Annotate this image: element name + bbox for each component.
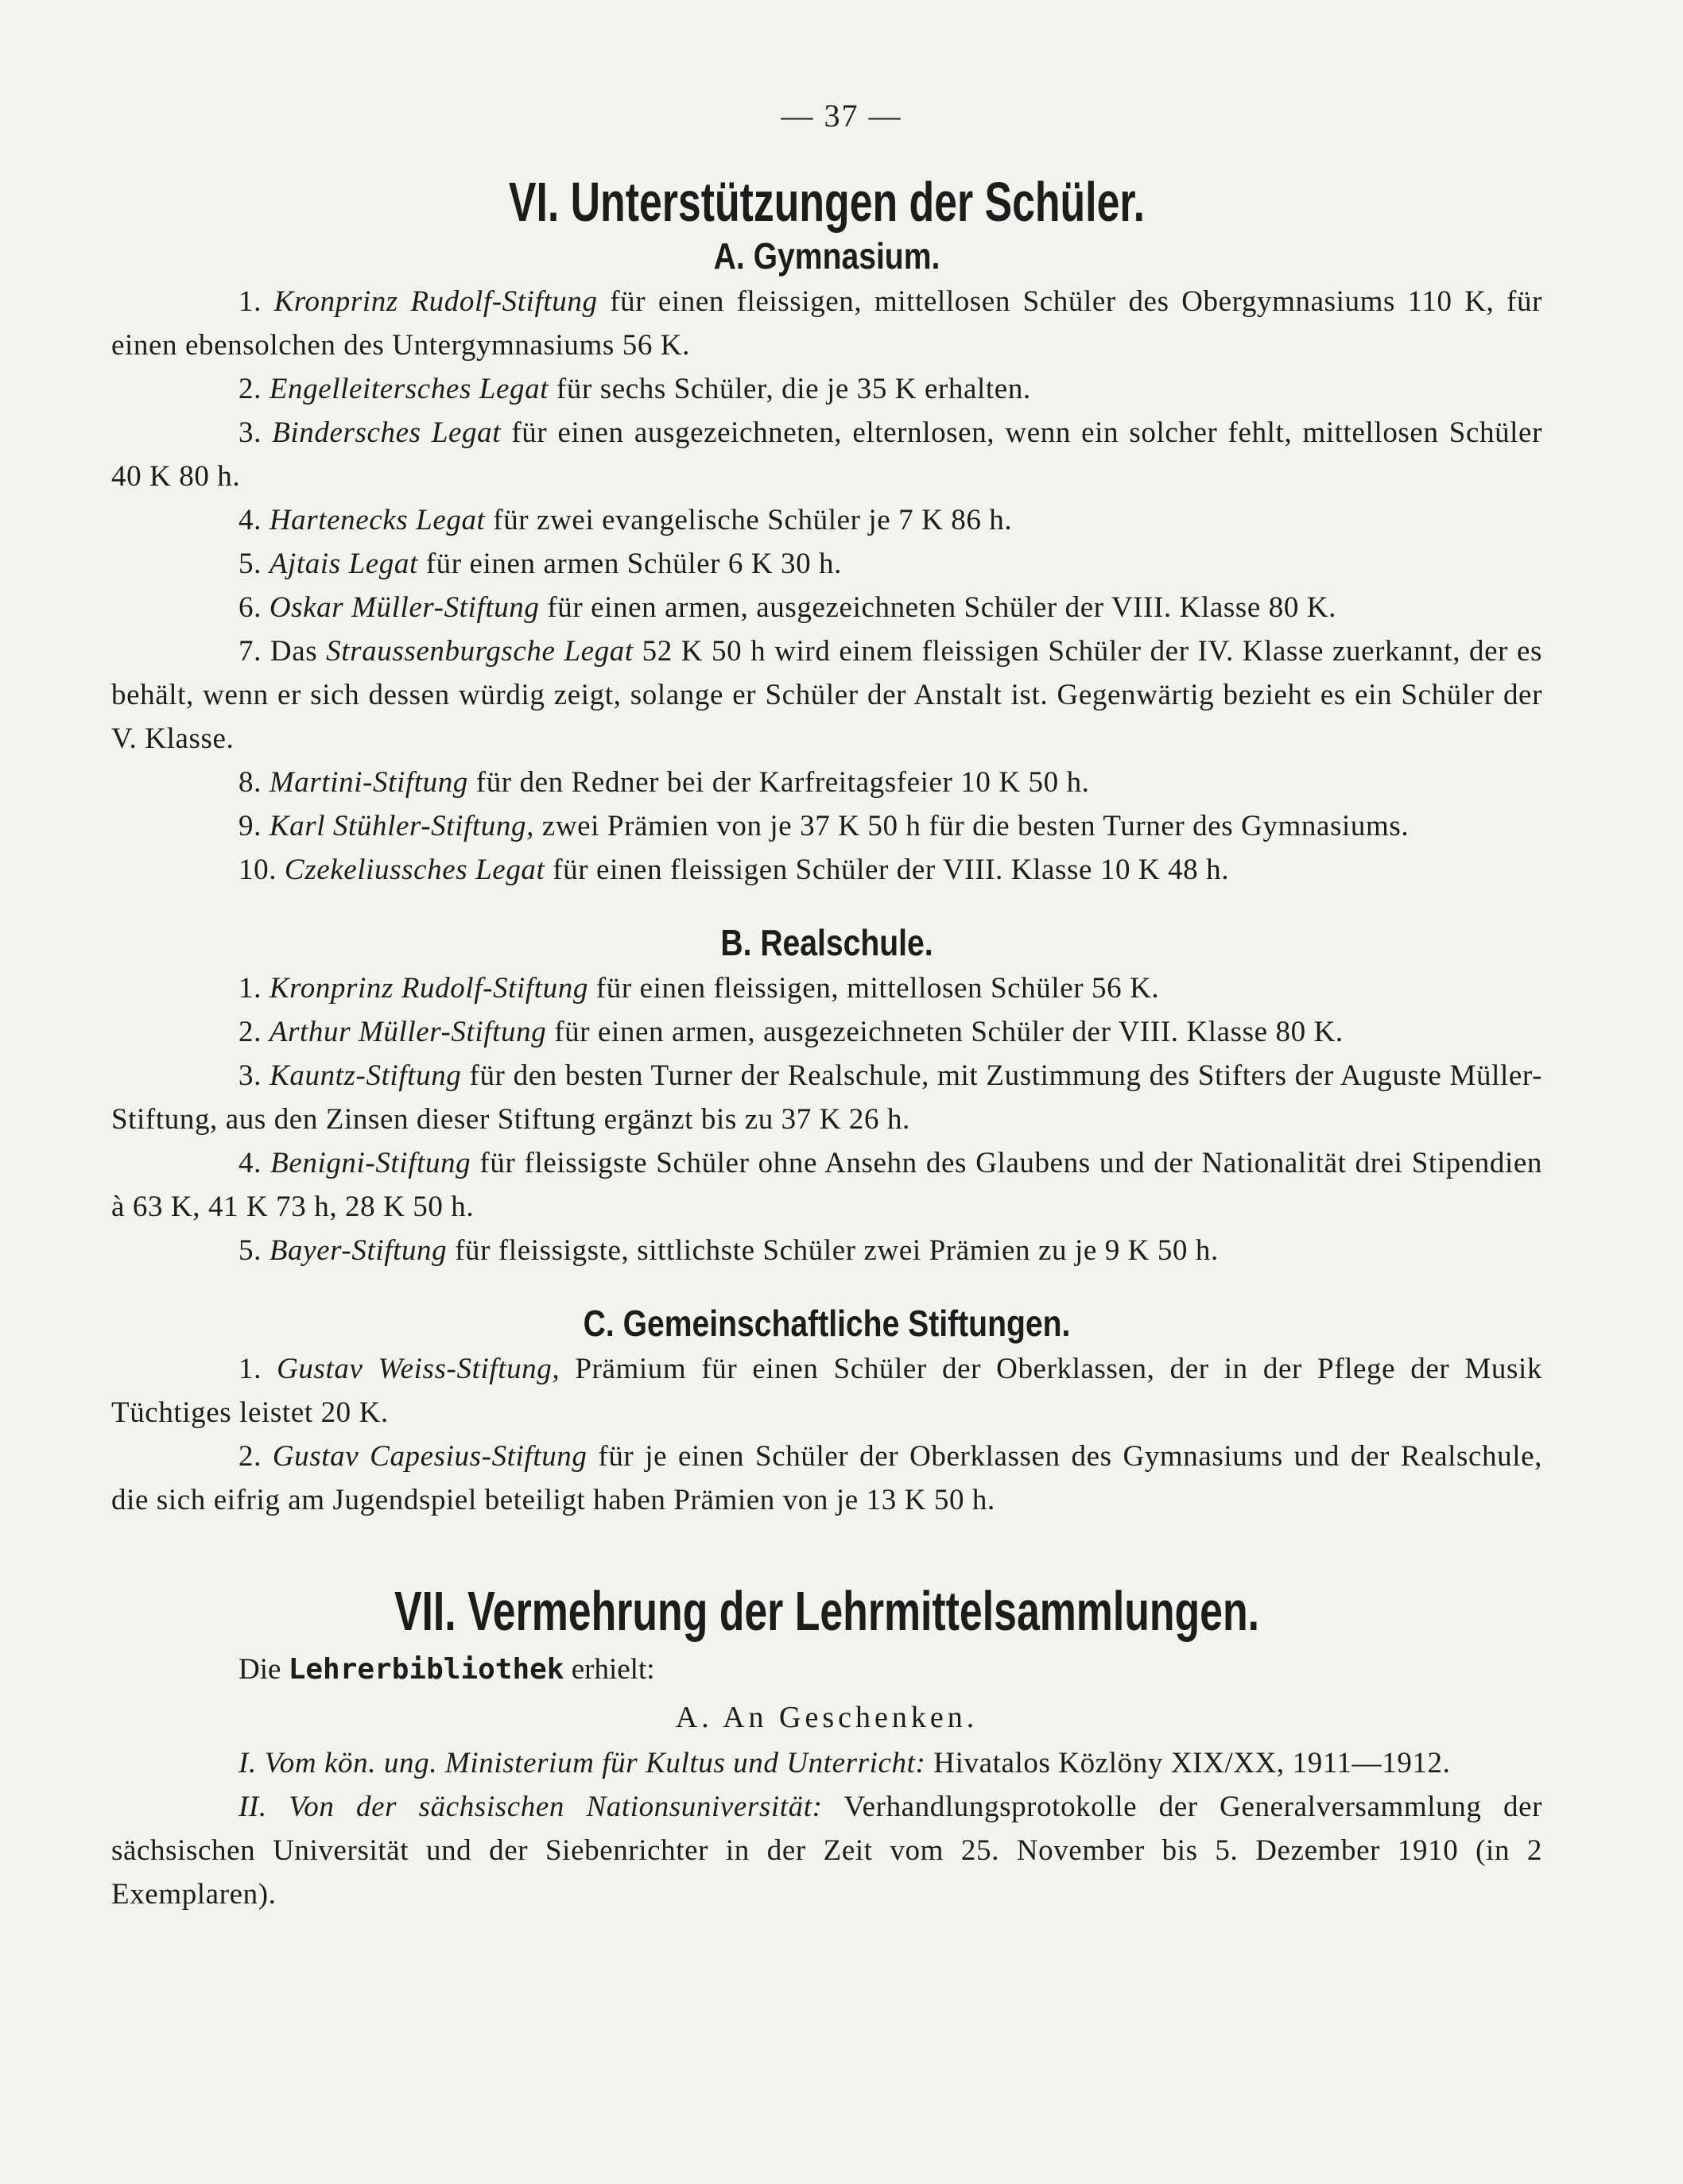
list-item: 1. Gustav Weiss-Stiftung, Prämium für einen Schüler der Oberklassen, der in der Pflege der Musik Tüchtiges leistet 20 K. bbox=[111, 1353, 1542, 1429]
heading-realschule: B. Realschule. bbox=[720, 922, 933, 963]
list-item: 8. Martini-Stiftung für den Redner bei der Karfreitagsfeier 10 K 50 h. bbox=[238, 766, 1090, 799]
list-item: 2. Engelleitersches Legat für sechs Schüler, die je 35 K erhalten. bbox=[238, 373, 1031, 405]
list-item: II. Von der sächsischen Nationsuniversität: Verhandlungsprotokolle der Generalversammlung der sächsischen Universität und der Siebenrichter in der Zeit vom 25. November bis 5. Dezember 1910 (in 2 Exemplaren). bbox=[111, 1791, 1543, 1911]
list-item: 7. Das Straussenburgsche Legat 52 K 50 h wird einem fleissigen Schüler der IV. Klasse zuerkannt, der es behält, wenn er sich dessen würdig zeigt, solange er Schüler der Anstalt ist. Gegenwärtig bezieht es ein Schüler der V. Klasse. bbox=[111, 635, 1542, 755]
list-item: 9. Karl Stühler-Stiftung, zwei Prämien von je 37 K 50 h für die besten Turner des Gymnasiums. bbox=[238, 810, 1410, 842]
section-title-vii: VII. Vermehrung der Lehrmittelsammlungen. bbox=[394, 1580, 1260, 1642]
heading-gemeinschaft: C. Gemeinschaftliche Stiftungen. bbox=[583, 1303, 1071, 1344]
heading-gymnasium: A. Gymnasium. bbox=[713, 235, 940, 277]
list-item: 3. Kauntz-Stiftung für den besten Turner der Realschule, mit Zustimmung des Stifters der Auguste Müller-Stiftung, aus den Zinsen dieser Stiftung ergänzt bis zu 37 K 26 h. bbox=[111, 1059, 1542, 1136]
content-column bbox=[111, 167, 1542, 1916]
section-title-vi: VI. Unterstützungen der Schüler. bbox=[508, 171, 1146, 233]
list-item: 5. Bayer-Stiftung für fleissigste, sittlichste Schüler zwei Prämien zu je 9 K 50 h. bbox=[238, 1234, 1219, 1267]
list-item: 10. Czekeliussches Legat für einen fleissigen Schüler der VIII. Klasse 10 K 48 h. bbox=[238, 854, 1230, 886]
list-item: 6. Oskar Müller-Stiftung für einen armen, ausgezeichneten Schüler der VIII. Klasse 80 K. bbox=[238, 591, 1336, 624]
list-item: 2. Arthur Müller-Stiftung für einen armen, ausgezeichneten Schüler der VIII. Klasse 80 K. bbox=[238, 1016, 1344, 1048]
list-item: 5. Ajtais Legat für einen armen Schüler 6 K 30 h. bbox=[238, 548, 842, 580]
list-item: 4. Hartenecks Legat für zwei evangelische Schüler je 7 K 86 h. bbox=[238, 504, 1013, 536]
list-item: 2. Gustav Capesius-Stiftung für je einen Schüler der Oberklassen des Gymnasiums und der Realschule, die sich eifrig am Jugendspiel beteiligt haben Prämien von je 13 K 50 h. bbox=[111, 1440, 1542, 1516]
list-item: 1. Kronprinz Rudolf-Stiftung für einen fleissigen, mittellosen Schüler des Obergymnasiums 110 K, für einen ebensolchen des Untergymnasiums 56 K. bbox=[111, 285, 1542, 362]
list-item: I. Vom kön. ung. Ministerium für Kultus und Unterricht: Hivatalos Közlöny XIX/XX, 1911—1912. bbox=[238, 1747, 1451, 1779]
subheading-geschenke: A. An Geschenken. bbox=[675, 1701, 979, 1734]
list-item: 3. Bindersches Legat für einen ausgezeichneten, elternlosen, wenn ein solcher fehlt, mittellosen Schüler 40 K 80 h. bbox=[111, 416, 1542, 493]
intro-line: Die Lehrerbibliothek erhielt: bbox=[238, 1653, 655, 1686]
list-item: 1. Kronprinz Rudolf-Stiftung für einen fleissigen, mittellosen Schüler 56 K. bbox=[238, 972, 1160, 1005]
page-number: — 37 — bbox=[781, 98, 902, 134]
list-item: 4. Benigni-Stiftung für fleissigste Schüler ohne Ansehn des Glaubens und der Nationalität drei Stipendien à 63 K, 41 K 73 h, 28 K 50 h. bbox=[111, 1147, 1542, 1223]
